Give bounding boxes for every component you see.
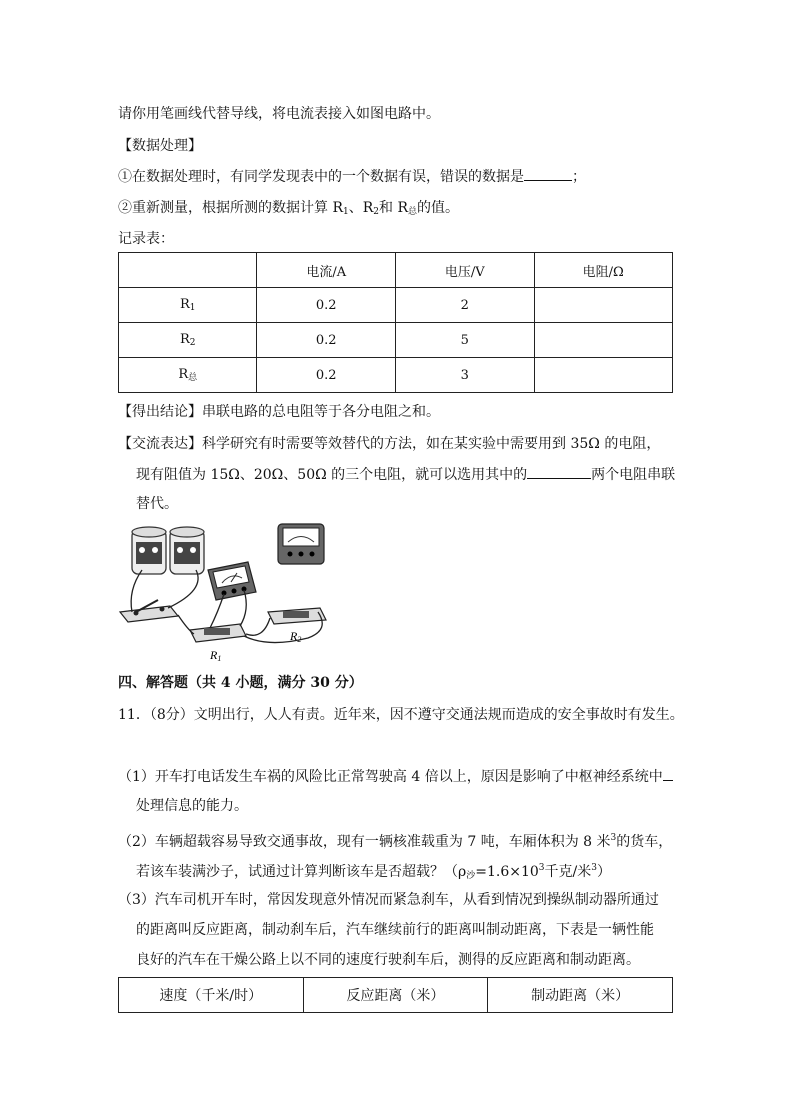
q11-p1-prefix: （1）开车打电话发生车祸的风险比正常驾驶高 4 倍以上，原因是影响了中枢神经系统中 — [118, 769, 663, 785]
exchange-line-1 — [118, 434, 660, 454]
table-row — [119, 323, 673, 358]
header-cell — [119, 253, 257, 288]
item2-prefix: ②重新测量，根据所测的数据计算 R — [118, 200, 343, 216]
voltmeter-icon — [208, 562, 256, 600]
resistor-r2-board-icon — [268, 608, 326, 624]
q11-p2l2-suffix: ） — [596, 864, 611, 880]
record-table — [118, 252, 673, 393]
data-item-1 — [118, 166, 586, 187]
data-item-2 — [118, 198, 459, 222]
item1-suffix: ； — [572, 169, 586, 185]
q11-p2l2-sup2: 3 — [591, 863, 597, 873]
header-cell: 电阻/Ω — [534, 253, 673, 288]
speed-table — [118, 977, 673, 1013]
switch-icon — [120, 600, 178, 622]
label-r2: R2 — [290, 629, 302, 644]
row-name: $R_2$ — [119, 323, 257, 358]
header-cell: 反应距离（米） — [303, 978, 488, 1013]
row-voltage: 5 — [395, 323, 534, 358]
ammeter-icon — [278, 524, 324, 564]
item2-mid1: 、R — [348, 200, 374, 216]
header-cell: 制动距离（米） — [488, 978, 673, 1013]
resistance-box-right-icon — [170, 527, 204, 574]
speed-table-header — [119, 978, 673, 1013]
exchange-line-3: 替代。 — [136, 496, 178, 512]
exchange-text-1: 科学研究有时需要等效替代的方法，如在某实验中需要用到 35Ω 的电阻， — [202, 436, 661, 452]
row-current: 0.2 — [257, 288, 396, 323]
q11-p2l2-sup: 3 — [538, 863, 545, 873]
exchange-line2-prefix: 现有阻值为 15Ω、20Ω、50Ω 的三个电阻，就可以选用其中的 — [136, 467, 528, 483]
row-resistance[interactable] — [534, 358, 673, 393]
answer-blank-2[interactable] — [527, 464, 591, 479]
item1-prefix: ①在数据处理时，有同学发现表中的一个数据有误，错误的数据是 — [118, 169, 524, 185]
resistor-r1-board-icon — [190, 624, 246, 642]
item2-suffix: 的值。 — [417, 200, 460, 216]
q11-stem: 11．（8分）文明出行，人人有责。近年来，因不遵守交通法规而造成的安全事故时有发生。 — [118, 707, 684, 723]
q11-p2-prefix: （2）车辆超载容易导致交通事故，现有一辆核准载重为 7 吨，车厢体积为 8 米 — [118, 834, 611, 850]
item2-sub2: 2 — [373, 207, 380, 217]
exchange-label: 【交流表达】 — [118, 436, 202, 452]
row-current: 0.2 — [257, 358, 396, 393]
item2-mid2: 和 R — [379, 200, 409, 216]
data-heading: 【数据处理】 — [118, 138, 202, 154]
header-cell: 电压/V — [395, 253, 534, 288]
q11-p2l2-sub: 沙 — [466, 871, 476, 881]
conclusion — [118, 402, 440, 422]
row-name: $R_1$ — [119, 288, 257, 323]
record-table-header — [119, 253, 673, 288]
section-heading: 四、解答题（共 4 小题，满分 30 分） — [118, 675, 363, 691]
q11-p3-line3: 良好的汽车在干燥公路上以不同的速度行驶刹车后，测得的反应距离和制动距离。 — [136, 952, 640, 968]
q11-p2l2-unit: 千克/米 — [544, 864, 592, 880]
row-resistance[interactable] — [534, 323, 673, 358]
answer-blank-3[interactable] — [663, 766, 673, 781]
row-voltage: 3 — [395, 358, 534, 393]
conclusion-text: 串联电路的总电阻等于各分电阻之和。 — [202, 404, 440, 420]
table-row — [119, 288, 673, 323]
header-cell: 速度（千米/时） — [119, 978, 304, 1013]
circuit-figure — [118, 520, 333, 665]
instruction-text: 请你用笔画线代替导线，将电流表接入如图电路中。 — [118, 106, 440, 122]
q11-p2-suffix: 的货车， — [616, 834, 673, 850]
row-resistance[interactable] — [534, 288, 673, 323]
header-cell: 电流/A — [257, 253, 396, 288]
exchange-line2-suffix: 两个电阻串联 — [591, 467, 676, 483]
q11-p1-line1 — [118, 766, 673, 787]
item2-sub1: 1 — [343, 207, 349, 217]
table-row — [119, 358, 673, 393]
answer-blank-1[interactable] — [524, 166, 572, 181]
q11-p3-line1: （3）汽车司机开车时，常因发现意外情况而紧急刹车，从看到情况到操纵制动器所通过 — [118, 892, 659, 908]
conclusion-label: 【得出结论】 — [118, 404, 202, 420]
q11-p2-line2 — [136, 858, 611, 886]
q11-p3-line2: 的距离叫反应距离，制动刹车后，汽车继续前行的距离叫制动距离，下表是一辆性能 — [136, 922, 654, 938]
item2-sub3: 总 — [408, 207, 418, 217]
resistance-box-left-icon — [132, 527, 166, 574]
record-label: 记录表： — [118, 231, 174, 247]
row-name: $R_总$ — [119, 358, 257, 393]
q11-p1-line2: 处理信息的能力。 — [136, 798, 248, 814]
label-r1: R1 — [210, 648, 222, 663]
q11-p2-sup: 3 — [610, 833, 617, 843]
row-voltage: 2 — [395, 288, 534, 323]
q11-p2-line1 — [118, 828, 672, 852]
exchange-line-2 — [136, 464, 675, 485]
q11-p2l2-prefix: 若该车装满沙子，试通过计算判断该车是否超载？（ρ — [136, 864, 467, 880]
row-current: 0.2 — [257, 323, 396, 358]
q11-p2l2-mid: =1.6×10 — [475, 864, 539, 880]
